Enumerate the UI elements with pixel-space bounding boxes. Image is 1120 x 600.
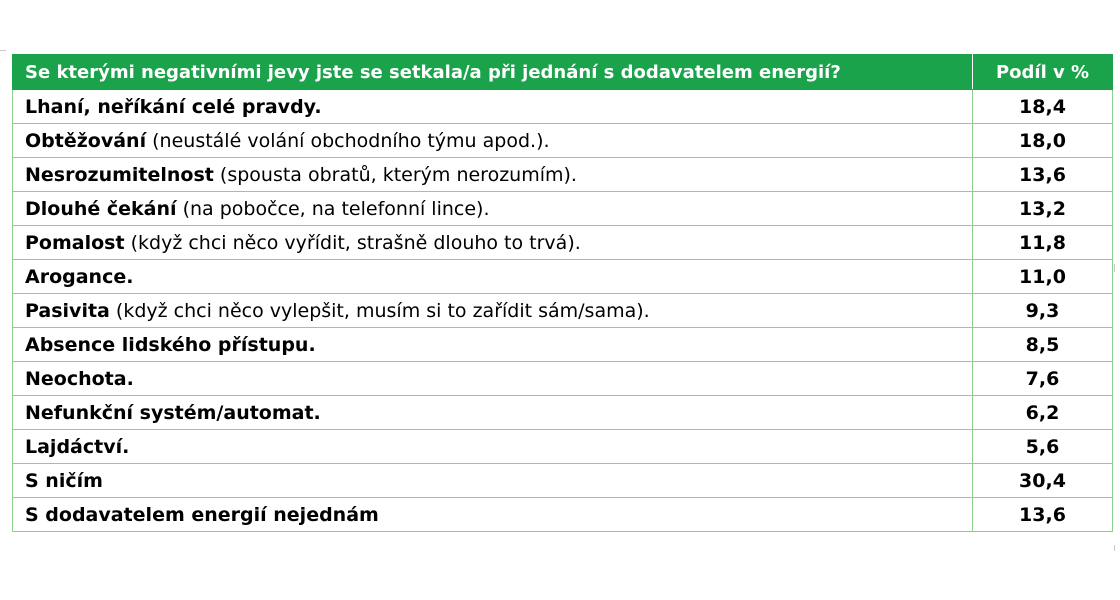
table-row (13, 396, 1113, 430)
row-value-cell: 7,6 (973, 362, 1113, 396)
row-label-bold: Pomalost (25, 231, 125, 254)
row-label-bold: Lhaní, neříkání celé pravdy. (25, 95, 322, 118)
row-label-detail: (neustálé volání obchodního týmu apod.). (146, 129, 550, 152)
row-value-cell: 13,2 (973, 192, 1113, 226)
row-label-bold: Nefunkční systém/automat. (25, 401, 321, 424)
row-label-cell (13, 328, 973, 362)
row-label-cell (13, 90, 973, 124)
row-label-cell (13, 430, 973, 464)
row-label-cell (13, 294, 973, 328)
right-edge-mark-bottom (1114, 545, 1115, 551)
table-header-row (13, 55, 1113, 90)
table-row (13, 158, 1113, 192)
table-body (13, 90, 1113, 532)
question-column-header: Se kterými negativními jevy jste se setkala/a při jednání s dodavatelem energií? (13, 55, 973, 90)
row-label-cell (13, 396, 973, 430)
row-label-cell (13, 464, 973, 498)
row-value-cell: 6,2 (973, 396, 1113, 430)
row-label-cell (13, 362, 973, 396)
row-label-bold: S dodavatelem energií nejednám (25, 503, 379, 526)
row-label-bold: Pasivita (25, 299, 110, 322)
row-label-detail: (spousta obratů, kterým nerozumím). (213, 163, 577, 186)
survey-table-container (12, 54, 1112, 532)
right-edge-mark (1114, 264, 1115, 272)
table-row (13, 90, 1113, 124)
row-label-cell (13, 260, 973, 294)
table-row (13, 192, 1113, 226)
row-label-cell (13, 226, 973, 260)
row-value-cell: 8,5 (973, 328, 1113, 362)
row-label-bold: Nesrozumitelnost (25, 163, 214, 186)
table-row (13, 464, 1113, 498)
row-value-cell: 11,0 (973, 260, 1113, 294)
table-row (13, 260, 1113, 294)
row-label-bold: S ničím (25, 469, 103, 492)
row-value-cell: 30,4 (973, 464, 1113, 498)
row-label-bold: Neochota. (25, 367, 134, 390)
row-label-bold: Arogance. (25, 265, 134, 288)
row-label-bold: Absence lidského přístupu. (25, 333, 316, 356)
row-value-cell: 11,8 (973, 226, 1113, 260)
table-row (13, 328, 1113, 362)
row-value-cell: 13,6 (973, 158, 1113, 192)
row-label-bold: Dlouhé čekání (25, 197, 177, 220)
table-row (13, 430, 1113, 464)
survey-table (12, 54, 1113, 532)
row-value-cell: 13,6 (973, 498, 1113, 532)
table-row (13, 294, 1113, 328)
row-label-detail: (na pobočce, na telefonní lince). (176, 197, 490, 220)
row-label-cell (13, 498, 973, 532)
share-column-header: Podíl v % (973, 55, 1113, 90)
row-label-cell (13, 124, 973, 158)
row-value-cell: 18,0 (973, 124, 1113, 158)
row-label-detail: (když chci něco vylepšit, musím si to zařídit sám/sama). (109, 299, 650, 322)
table-row (13, 226, 1113, 260)
table-row (13, 362, 1113, 396)
row-value-cell: 18,4 (973, 90, 1113, 124)
row-value-cell: 5,6 (973, 430, 1113, 464)
table-row (13, 498, 1113, 532)
row-label-bold: Lajdáctví. (25, 435, 130, 458)
row-label-detail: (když chci něco vyřídit, strašně dlouho to trvá). (124, 231, 581, 254)
row-value-cell: 9,3 (973, 294, 1113, 328)
row-label-bold: Obtěžování (25, 129, 147, 152)
left-edge-mark (0, 50, 6, 51)
table-row (13, 124, 1113, 158)
row-label-cell (13, 158, 973, 192)
row-label-cell (13, 192, 973, 226)
